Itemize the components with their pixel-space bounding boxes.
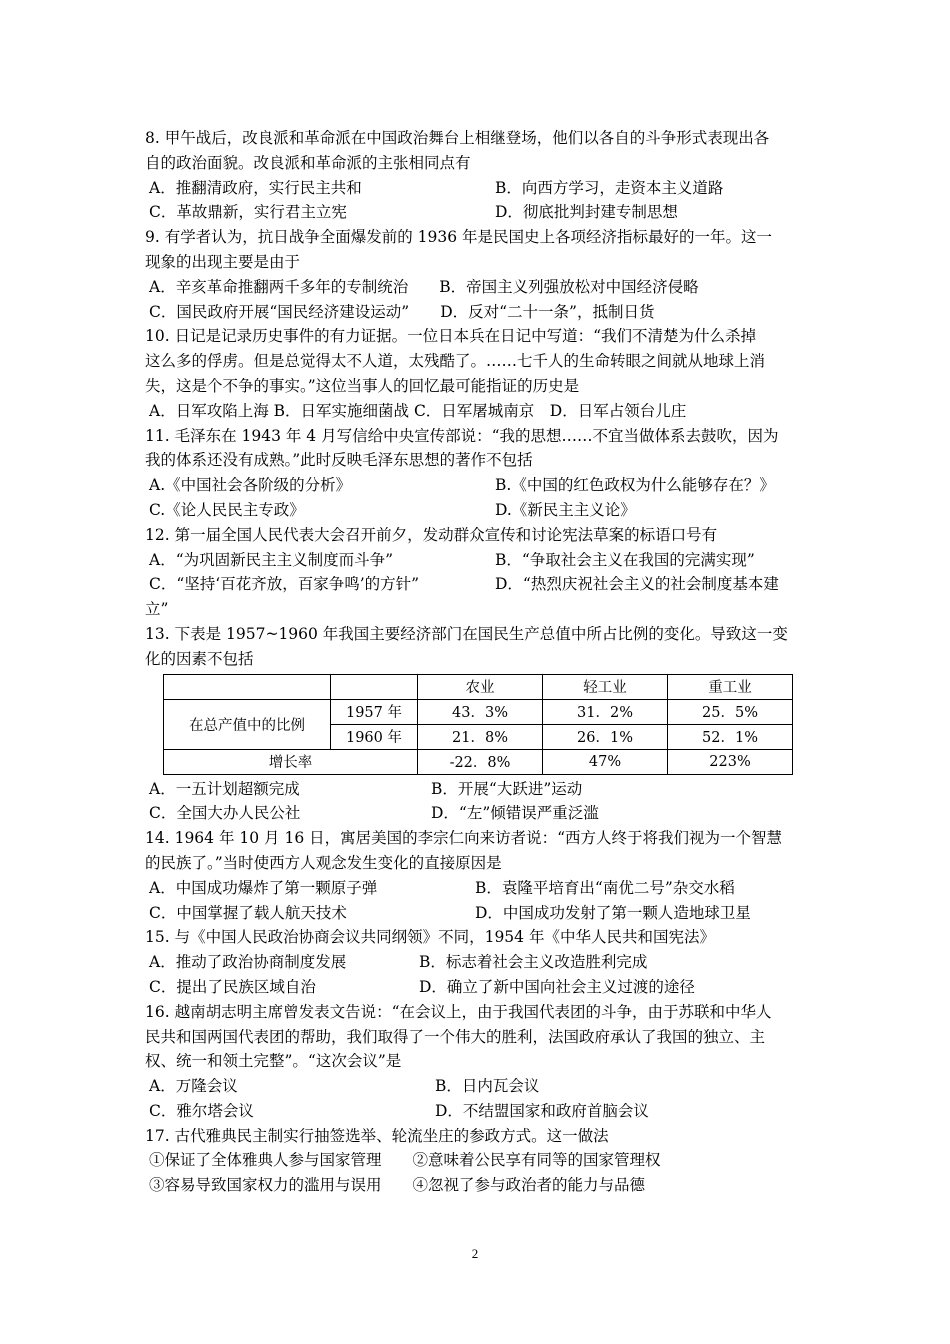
question-stem: 15. 与《中国人民政治协商会议共同纲领》不同，1954 年《中华人民共和国宪法》: [145, 928, 715, 947]
question-stem: 现象的出现主要是由于: [145, 252, 301, 271]
options-abcd: A．日军攻陷上海 B．日军实施细菌战 C．日军屠城南京 D．日军占领台儿庄: [149, 401, 687, 420]
table-cell: 43．3%: [418, 699, 543, 724]
question-11: [145, 424, 807, 523]
option-c: C．“坚持‘百花齐放，百家争鸣’的方针”: [149, 575, 420, 594]
table-cell: 31．2%: [543, 699, 668, 724]
table-year: 1957 年: [331, 699, 418, 724]
table-growth-label: 增长率: [164, 749, 418, 774]
option-d: D．彻底批判封建专制思想: [495, 203, 678, 222]
option-b: B.《中国的红色政权为什么能够存在？》: [495, 476, 775, 495]
table-year: 1960 年: [331, 724, 418, 749]
question-stem: 这么多的俘虏。但是总觉得太不人道，太残酷了。……七千人的生命转眼之间就从地球上消: [145, 352, 766, 371]
options-cd: C．国民政府开展“国民经济建设运动” D．反对“二十一条”，抵制日货: [149, 302, 655, 321]
table-cell: 47%: [543, 749, 668, 774]
question-stem: 12. 第一届全国人民代表大会召开前夕，发动群众宣传和讨论宪法草案的标语口号有: [145, 525, 718, 544]
option-d: D．“热烈庆祝社会主义的社会制度基本建: [495, 575, 779, 594]
question-9: [145, 225, 807, 324]
option-a: A.《中国社会各阶级的分析》: [149, 476, 352, 495]
statements-12: ①保证了全体雅典人参与国家管理 ②意味着公民享有同等的国家管理权: [149, 1151, 661, 1170]
table-corner-cell: [164, 674, 331, 699]
option-d: D．确立了新中国向社会主义过渡的途径: [419, 977, 695, 996]
table-cell: 21．8%: [418, 724, 543, 749]
option-b: B．标志着社会主义改造胜利完成: [419, 953, 648, 972]
question-stem: 17. 古代雅典民主制实行抽签选举、轮流坐庄的参政方式。这一做法: [145, 1126, 609, 1145]
table-header-row: [164, 674, 793, 699]
question-stem: 我的体系还没有成熟。”此时反映毛泽东思想的著作不包括: [145, 451, 533, 470]
option-a: A．万隆会议: [149, 1077, 238, 1096]
table-row: [164, 699, 793, 724]
question-stem: 14. 1964 年 10 月 16 日，寓居美国的李宗仁向来访者说：“西方人终于将我们视为一个智慧: [145, 829, 783, 848]
question-stem: 16. 越南胡志明主席曾发表文告说：“在会议上，由于我国代表团的斗争，由于苏联和中华人: [145, 1002, 772, 1021]
option-d: D．中国成功发射了第一颗人造地球卫星: [475, 903, 751, 922]
option-d: D．“左”倾错误严重泛滥: [431, 804, 599, 823]
question-stem: 化的因素不包括: [145, 649, 254, 668]
option-c: C．中国掌握了载人航天技术: [149, 903, 347, 922]
option-c: C．雅尔塔会议: [149, 1101, 254, 1120]
question-stem: 民共和国两国代表团的帮助，我们取得了一个伟大的胜利，法国政府承认了我国的独立、主: [145, 1027, 766, 1046]
table-header-agriculture: 农业: [418, 674, 543, 699]
question-stem: 11. 毛泽东在 1943 年 4 月写信给中央宣传部说：“我的思想……不宜当做体系去鼓吹，因为: [145, 426, 779, 445]
table-cell: 52．1%: [668, 724, 793, 749]
page-number: 2: [471, 1246, 479, 1261]
question-14: [145, 826, 807, 925]
option-a: A．“为巩固新民主主义制度而斗争”: [149, 550, 394, 569]
table-corner-cell: [331, 674, 418, 699]
question-stem: 失，这是个不争的事实。”这位当事人的回忆最可能指证的历史是: [145, 376, 580, 395]
question-13: [145, 622, 807, 826]
question-12: [145, 523, 807, 622]
option-d: D．不结盟国家和政府首脑会议: [435, 1101, 649, 1120]
question-stem: 13. 下表是 1957~1960 年我国主要经济部门在国民生产总值中所占比例的变化。导致这一变: [145, 624, 788, 643]
question-stem: 的民族了。”当时使西方人观念发生变化的直接原因是: [145, 853, 502, 872]
option-a: A．推动了政治协商制度发展: [149, 953, 347, 972]
question-stem: 10. 日记是记录历史事件的有力证据。一位日本兵在日记中写道：“我们不清楚为什么杀掉: [145, 327, 757, 346]
table-cell: 223%: [668, 749, 793, 774]
table-cell: 25．5%: [668, 699, 793, 724]
question-stem: 自的政治面貌。改良派和革命派的主张相同点有: [145, 153, 471, 172]
question-stem: 8. 甲午战后，改良派和革命派在中国政治舞台上相继登场，他们以各自的斗争形式表现出各: [145, 129, 770, 147]
option-b: B．日内瓦会议: [435, 1077, 540, 1096]
table-header-light-industry: 轻工业: [543, 674, 668, 699]
option-c: C．革故鼎新，实行君主立宪: [149, 203, 347, 222]
question-16: [145, 1000, 807, 1124]
option-b: B．向西方学习，走资本主义道路: [495, 178, 724, 197]
option-c: C．提出了民族区域自治: [149, 977, 316, 996]
option-c: C．全国大办人民公社: [149, 804, 301, 823]
table-header-heavy-industry: 重工业: [668, 674, 793, 699]
option-a: A．推翻清政府，实行民主共和: [149, 178, 362, 197]
question-17: [145, 1124, 807, 1198]
economic-sector-table: [163, 674, 793, 775]
table-cell: 26．1%: [543, 724, 668, 749]
question-stem: 9. 有学者认为，抗日战争全面爆发前的 1936 年是民国史上各项经济指标最好的一年。这一: [145, 228, 773, 247]
option-a: A．中国成功爆炸了第一颗原子弹: [149, 878, 378, 897]
table-row-group-label: 在总产值中的比例: [164, 699, 331, 749]
option-b: B．袁隆平培育出“南优二号”杂交水稻: [475, 878, 735, 897]
option-d-continued: 立”: [145, 600, 169, 619]
question-stem: 权、统一和领土完整”。“这次会议”是: [145, 1052, 402, 1071]
question-10: [145, 324, 807, 423]
statements-34: ③容易导致国家权力的滥用与误用 ④忽视了参与政治者的能力与品德: [149, 1176, 646, 1195]
options-ab: A．辛亥革命推翻两千多年的专制统治 B．帝国主义列强放松对中国经济侵略: [149, 277, 699, 296]
table-row: [164, 749, 793, 774]
option-b: B．“争取社会主义在我国的完满实现”: [495, 550, 755, 569]
option-d: D.《新民主主义论》: [495, 500, 636, 519]
option-c: C.《论人民民主专政》: [149, 500, 305, 519]
option-a: A．一五计划超额完成: [149, 779, 300, 798]
exam-page: [145, 126, 807, 1198]
table-cell: -22．8%: [418, 749, 543, 774]
question-8: [145, 126, 807, 225]
option-b: B．开展“大跃进”运动: [431, 779, 583, 798]
question-15: [145, 925, 807, 999]
